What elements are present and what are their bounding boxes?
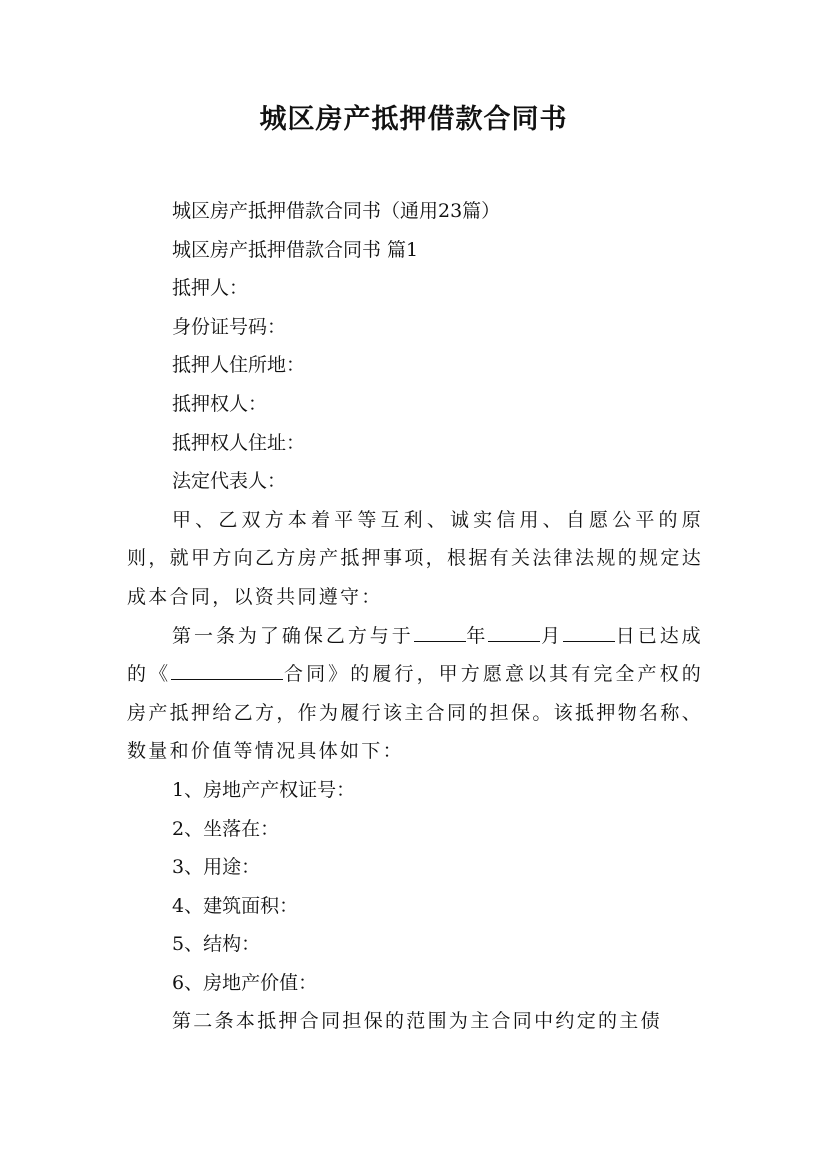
article-one-text-3: 合同》的履行，甲方愿意以其有完全产权的房产抵押给乙方，作为履行该主合同的担保。该抵押物名称、数量和价值等情况具体如下：: [127, 663, 704, 763]
list-item: 2、坐落在：: [172, 817, 280, 840]
article-two-paragraph: 第二条本抵押合同担保的范围为主合同中约定的主债: [172, 1010, 662, 1033]
section-heading: 城区房产抵押借款合同书 篇1: [172, 238, 419, 261]
list-item: 3、用途：: [172, 856, 261, 879]
blank-year: [488, 623, 540, 642]
id-number-field: 身份证号码：: [172, 315, 287, 338]
list-item: 5、结构：: [172, 933, 261, 956]
blank-month: [563, 623, 615, 642]
preamble-paragraph: 甲、乙双方本着平等互利、诚实信用、自愿公平的原则，就甲方向乙方房产抵押事项，根据有关法律法规的规定达成本合同，以资共同遵守：: [127, 508, 703, 608]
year-label: 年: [465, 624, 489, 647]
list-item: 6、房地产价值：: [172, 971, 318, 994]
list-item: 1、房地产产权证号：: [172, 778, 356, 801]
mortgagee-address-field: 抵押权人住址：: [172, 431, 306, 454]
article-one-text-1: 第一条为了确保乙方与于: [172, 624, 414, 647]
article-one-text-2: 日已达成的《: [127, 624, 703, 686]
document-title: 城区房产抵押借款合同书: [259, 104, 568, 135]
mortgagor-address-field: 抵押人住所地：: [172, 354, 306, 377]
legal-representative-field: 法定代表人：: [172, 470, 287, 493]
blank-party: [414, 623, 466, 642]
month-label: 月: [540, 624, 564, 647]
article-one-paragraph: [127, 617, 703, 771]
document-body: [127, 192, 703, 1041]
mortgagor-field: 抵押人：: [172, 277, 249, 300]
blank-contract-name: [171, 661, 283, 680]
subtitle-line: 城区房产抵押借款合同书（通用23篇）: [172, 200, 501, 222]
list-item: 4、建筑面积：: [172, 894, 299, 917]
mortgagee-field: 抵押权人：: [172, 392, 268, 415]
